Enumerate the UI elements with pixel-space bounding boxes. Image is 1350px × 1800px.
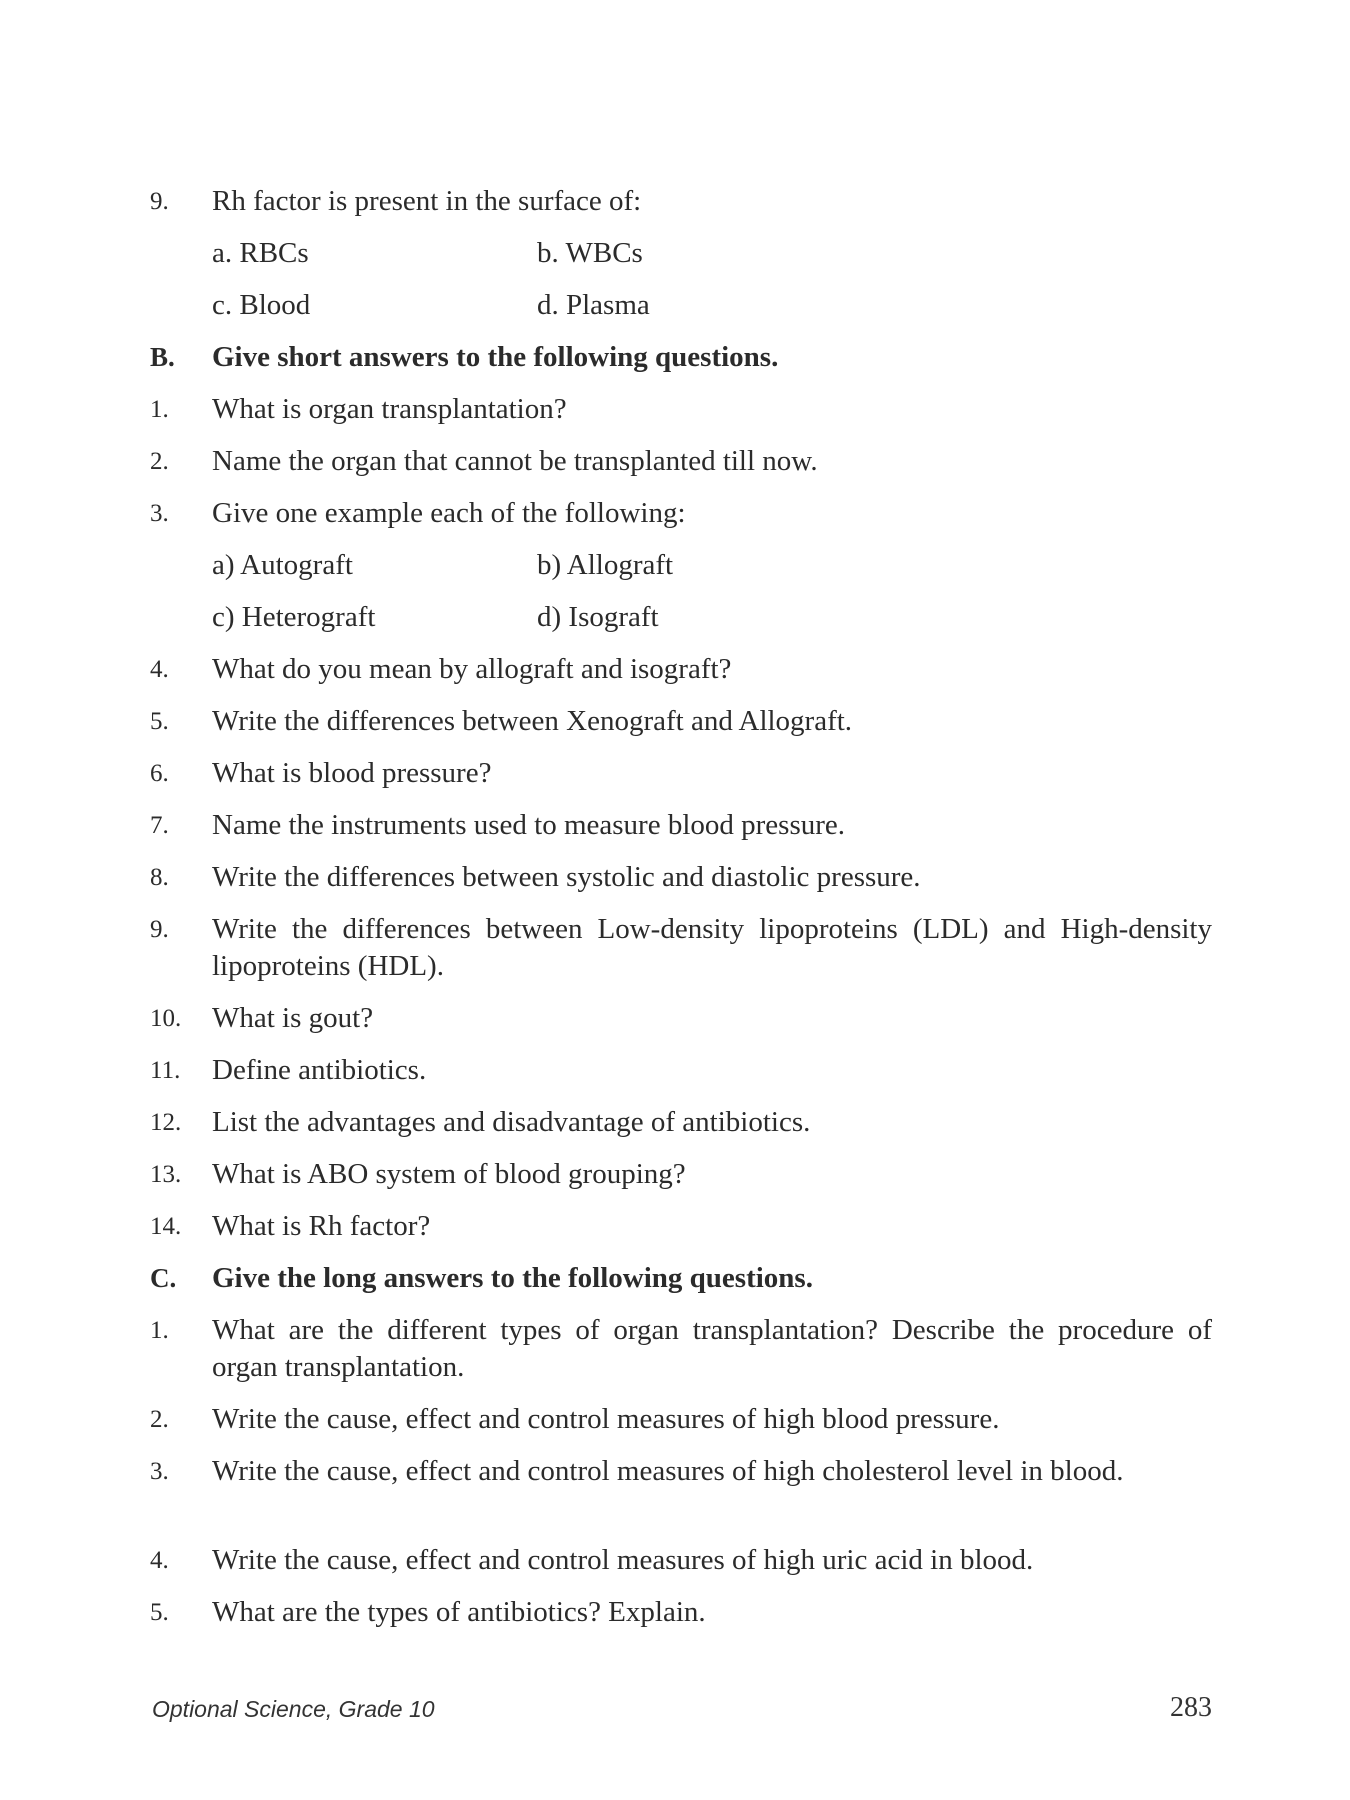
question-text: Write the differences between Xenograft and Allograft. <box>212 705 853 737</box>
question-number: 1. <box>150 396 169 423</box>
question-text: Write the differences between Low-density lipoproteins (LDL) and High-density lipoproteins (HDL). <box>212 913 1212 982</box>
question-text: Name the organ that cannot be transplanted till now. <box>212 445 818 477</box>
question-number: 11. <box>150 1057 181 1084</box>
question-text: Write the differences between systolic and diastolic pressure. <box>212 861 921 893</box>
question-text: What do you mean by allograft and isograft? <box>212 653 732 685</box>
question-text: Rh factor is present in the surface of: <box>212 185 642 217</box>
question-text: Write the cause, effect and control measures of high cholesterol level in blood. <box>212 1455 1124 1487</box>
question-text: What is blood pressure? <box>212 757 492 789</box>
option-a: a. RBCs <box>212 237 309 269</box>
section-title: Give short answers to the following questions. <box>212 341 779 373</box>
question-number: 6. <box>150 760 169 787</box>
option-d: d) Isograft <box>537 601 659 633</box>
question-number: 8. <box>150 864 169 891</box>
question-text: What is ABO system of blood grouping? <box>212 1158 686 1190</box>
question-number: 4. <box>150 1547 169 1574</box>
question-text: What is organ transplantation? <box>212 393 567 425</box>
question-text: Give one example each of the following: <box>212 497 686 529</box>
section-label: B. <box>150 342 175 372</box>
question-text: What are the types of antibiotics? Explain. <box>212 1596 706 1628</box>
question-number: 14. <box>150 1213 182 1240</box>
question-number: 2. <box>150 1406 169 1433</box>
section-label: C. <box>150 1263 177 1293</box>
option-b: b) Allograft <box>537 549 674 581</box>
option-c: c. Blood <box>212 289 311 321</box>
question-number: 2. <box>150 448 169 475</box>
question-text: What is gout? <box>212 1002 374 1034</box>
question-number: 10. <box>150 1005 182 1032</box>
question-text: What are the different types of organ transplantation? Describe the procedure of organ transplantation. <box>212 1314 1212 1383</box>
question-number: 3. <box>150 500 169 527</box>
question-text: Write the cause, effect and control measures of high blood pressure. <box>212 1403 1000 1435</box>
question-number: 5. <box>150 708 169 735</box>
option-b: b. WBCs <box>537 237 643 269</box>
question-number: 4. <box>150 656 169 683</box>
question-number: 1. <box>150 1317 169 1344</box>
question-text: What is Rh factor? <box>212 1210 431 1242</box>
page-number: 283 <box>1170 1692 1212 1723</box>
section-title: Give the long answers to the following questions. <box>212 1262 813 1294</box>
question-number: 3. <box>150 1458 169 1485</box>
option-c: c) Heterograft <box>212 601 376 633</box>
question-text: Name the instruments used to measure blood pressure. <box>212 809 846 841</box>
question-text: Write the cause, effect and control measures of high uric acid in blood. <box>212 1544 1034 1576</box>
question-number: 13. <box>150 1161 182 1188</box>
question-number: 7. <box>150 812 169 839</box>
option-d: d. Plasma <box>537 289 650 321</box>
question-text: List the advantages and disadvantage of antibiotics. <box>212 1106 811 1138</box>
question-number: 9. <box>150 188 169 215</box>
question-number: 9. <box>150 916 169 943</box>
question-number: 5. <box>150 1599 169 1626</box>
option-a: a) Autograft <box>212 549 353 581</box>
question-text: Define antibiotics. <box>212 1054 427 1086</box>
footer-book-title: Optional Science, Grade 10 <box>152 1696 435 1722</box>
question-number: 12. <box>150 1109 182 1136</box>
